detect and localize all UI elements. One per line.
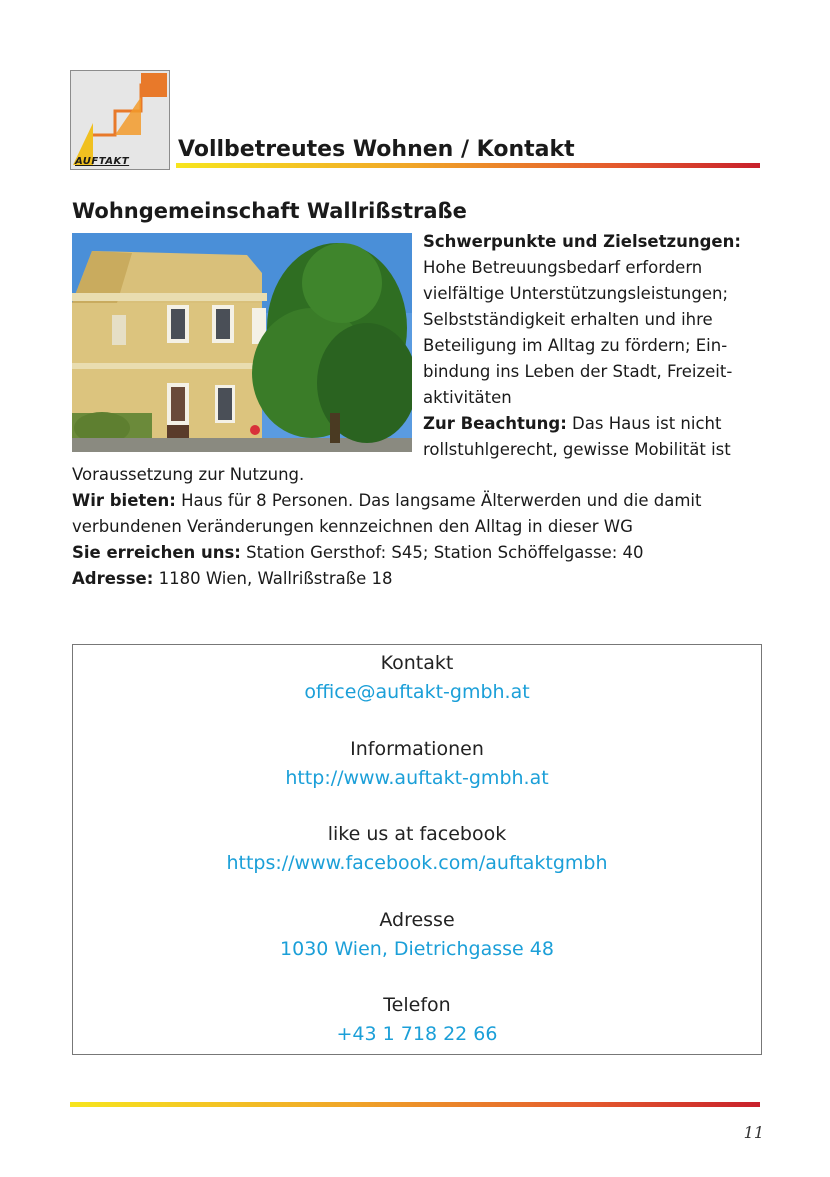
contact-group-phone: [73, 991, 761, 1077]
page-number: 11: [743, 1123, 764, 1142]
contact-label: Informationen: [350, 737, 484, 760]
page-title: Vollbetreutes Wohnen / Kontakt: [178, 137, 575, 162]
contact-group-address: [73, 906, 761, 992]
website-link[interactable]: http://www.auftakt-gmbh.at: [285, 766, 549, 789]
contact-label: Kontakt: [380, 652, 454, 674]
offer-label: Wir bieten:: [72, 491, 176, 510]
address-label: Adresse:: [72, 569, 154, 588]
logo-stairs-icon: [71, 71, 169, 169]
reach-label: Sie erreichen uns:: [72, 543, 241, 562]
offer-text: Haus für 8 Personen. Das langsame Älterwerden und die damit: [175, 491, 702, 510]
auftakt-logo: [70, 70, 170, 170]
reach-text: Station Gersthof: S45; Station Schöffelgasse: 40: [240, 543, 644, 562]
email-link[interactable]: office@auftakt-gmbh.at: [304, 681, 530, 703]
facebook-link[interactable]: https://www.facebook.com/auftaktgmbh: [226, 852, 608, 874]
house-photo: [72, 233, 412, 452]
note-text: Voraussetzung zur Nutzung.: [72, 465, 305, 484]
contact-label: like us at facebook: [327, 823, 507, 845]
focus-description: [423, 229, 763, 463]
note-text: rollstuhlgerecht, gewisse Mobilität ist: [423, 440, 731, 459]
focus-line: Beteiligung im Alltag zu fördern; Ein-: [423, 336, 728, 355]
focus-line: Selbstständigkeit erhalten und ihre: [423, 310, 713, 329]
note-label: Zur Beachtung:: [423, 414, 567, 433]
contact-label: Telefon: [383, 994, 451, 1016]
contact-box: [72, 644, 762, 1055]
contact-group-kontakt: [73, 649, 761, 735]
note-text: Das Haus ist nicht: [566, 414, 722, 433]
focus-line: vielfältige Unterstützungsleistungen;: [423, 284, 729, 303]
focus-label: Schwerpunkte und Zielsetzungen:: [423, 232, 741, 251]
header-gradient-divider: [176, 163, 760, 168]
offer-text: verbundenen Veränderungen kennzeichnen den Alltag in dieser WG: [72, 517, 633, 536]
phone-link[interactable]: +43 1 718 22 66: [336, 1023, 498, 1045]
contact-group-info: [73, 735, 761, 821]
logo-text: AUFTAKT: [75, 156, 130, 167]
address-link[interactable]: 1030 Wien, Dietrichgasse 48: [280, 937, 554, 960]
focus-line: bindung ins Leben der Stadt, Freizeit-: [423, 362, 733, 381]
focus-line: aktivitäten: [423, 388, 512, 407]
section-title: Wohngemeinschaft Wallrißstraße: [72, 199, 467, 223]
focus-line: Hohe Betreuungsbedarf erfordern: [423, 258, 703, 277]
contact-group-facebook: [73, 820, 761, 906]
details-block: [72, 462, 772, 592]
footer-gradient-divider: [70, 1102, 760, 1107]
address-text: 1180 Wien, Wallrißstraße 18: [153, 569, 393, 588]
contact-label: Adresse: [379, 908, 455, 931]
